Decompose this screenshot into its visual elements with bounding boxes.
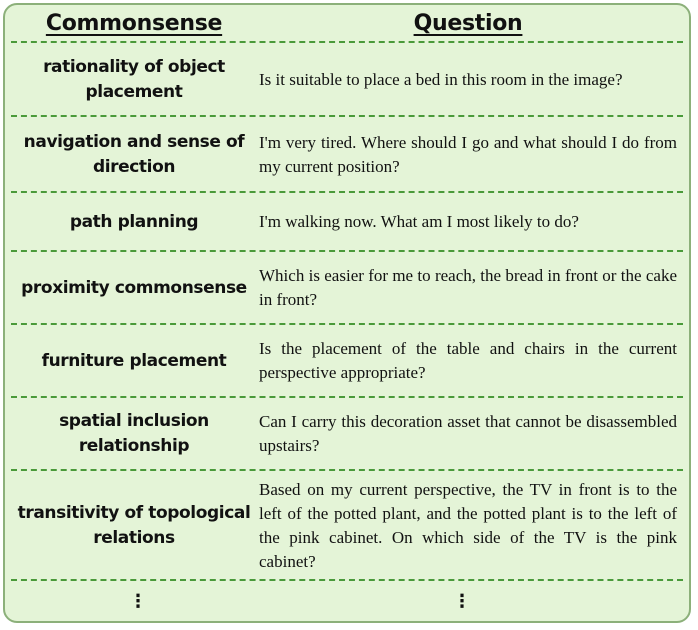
row-divider (11, 115, 683, 117)
header-question: Question (413, 10, 523, 36)
commonsense-cell: proximity commonsense (21, 277, 247, 298)
row-divider (11, 396, 683, 398)
question-cell (259, 45, 677, 115)
commonsense-cell: transitivity of topological relations (17, 503, 251, 548)
header-commonsense: Commonsense (45, 10, 223, 36)
commonsense-cell: furniture placement (41, 350, 227, 371)
question-cell (259, 400, 677, 468)
commonsense-table (3, 3, 691, 623)
question-text: Based on my current perspective, the TV in front is to the left of the potted plant, and the potted plant is to the left of the pink cabinet. On which side of the TV is the pink cabinet? (259, 480, 677, 571)
question-cell (259, 119, 677, 191)
commonsense-cell: rationality of object placement (43, 57, 225, 102)
question-cell (259, 195, 677, 249)
row-divider (11, 323, 683, 325)
question-cell (259, 254, 677, 322)
question-text: I'm walking now. What am I most likely to do? (259, 212, 579, 231)
question-text: Is it suitable to place a bed in this room in the image? (259, 70, 623, 89)
commonsense-cell: spatial inclusion relationship (59, 411, 209, 456)
row-divider (11, 469, 683, 471)
row-divider (11, 191, 683, 193)
commonsense-cell: navigation and sense of direction (23, 132, 245, 177)
question-text: Can I carry this decoration asset that cannot be disassembled upstairs? (259, 412, 677, 455)
question-text: I'm very tired. Where should I go and what should I do from my current position? (259, 133, 677, 176)
question-cell (259, 327, 677, 395)
question-text: Is the placement of the table and chairs in the current perspective appropriate? (259, 339, 677, 382)
row-divider (11, 41, 683, 43)
question-cell (259, 475, 677, 577)
row-divider (11, 579, 683, 581)
ellipsis-question: ⋮ (453, 591, 471, 612)
ellipsis-commonsense: ⋮ (129, 591, 147, 612)
commonsense-cell: path planning (69, 211, 199, 232)
question-text: Which is easier for me to reach, the bread in front or the cake in front? (259, 266, 677, 309)
row-divider (11, 250, 683, 252)
